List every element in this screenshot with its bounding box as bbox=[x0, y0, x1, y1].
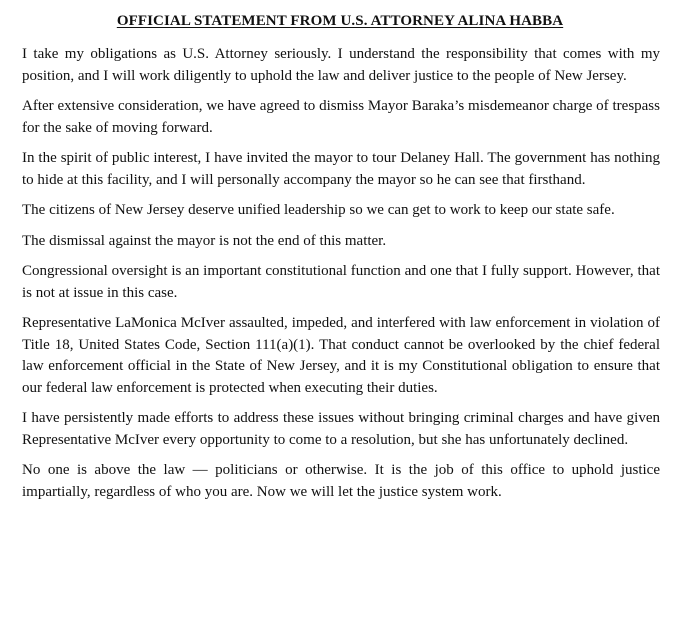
paragraph: Congressional oversight is an important constitutional function and one that I fully support. However, that is not at issue in this case. bbox=[22, 263, 660, 301]
paragraph: The dismissal against the mayor is not the end of this matter. bbox=[22, 232, 387, 249]
statement-body bbox=[22, 44, 660, 512]
paragraph: I take my obligations as U.S. Attorney seriously. I understand the responsibility that comes with my position, and I will work diligently to uphold the law and deliver justice to the people of New Jersey. bbox=[22, 46, 660, 84]
paragraph: After extensive consideration, we have agreed to dismiss Mayor Baraka’s misdemeanor charge of trespass for the sake of moving forward. bbox=[22, 98, 660, 136]
paragraph: Representative LaMonica McIver assaulted, impeded, and interfered with law enforcement in violation of Title 18, United States Code, Section 111(a)(1). That conduct cannot be overlooked by the chief federal law enforcement official in the State of New Jersey, and it is my Constitutional obligation to ensure that our federal law enforcement is protected when executing their duties. bbox=[22, 315, 660, 396]
paragraph: I have persistently made efforts to address these issues without bringing criminal charges and have given Representative McIver every opportunity to come to a resolution, but she has unfortunately declined. bbox=[22, 410, 660, 448]
paragraph: The citizens of New Jersey deserve unified leadership so we can get to work to keep our state safe. bbox=[22, 202, 615, 218]
paragraph: No one is above the law — politicians or otherwise. It is the job of this office to uphold justice impartially, regardless of who you are. Now we will let the justice system work. bbox=[22, 462, 660, 500]
statement-title: OFFICIAL STATEMENT FROM U.S. ATTORNEY ALINA HABBA bbox=[116, 13, 564, 29]
paragraph: In the spirit of public interest, I have invited the mayor to tour Delaney Hall. The government has nothing to hide at this facility, and I will personally accompany the mayor so he can see that firsthand. bbox=[22, 150, 660, 188]
